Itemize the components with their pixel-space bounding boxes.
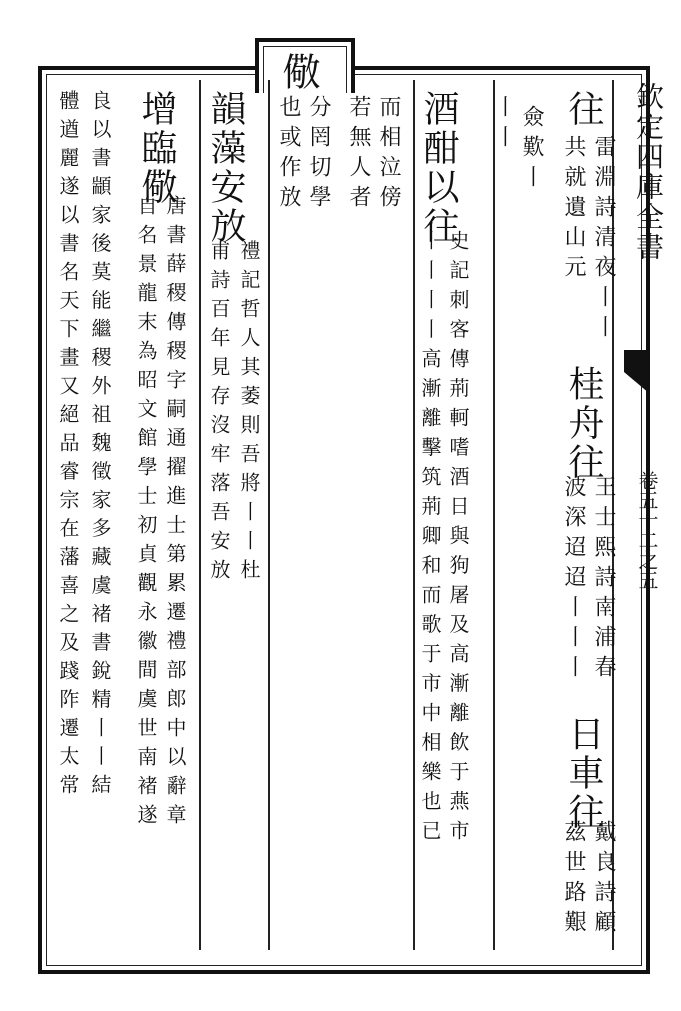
margin-book-title: 欽定四庫全書 xyxy=(632,82,665,262)
entry-note: 丨丨丨丨高漸離擊筑荊卿和而歌于市中相樂也已 xyxy=(418,230,442,850)
margin-volume: 卷五十二之五 xyxy=(635,470,659,590)
entry-note: 分罔切學 xyxy=(306,95,331,215)
entry-note: 雷淵詩清夜丨丨 xyxy=(591,135,616,345)
entry-note: 史記刺客傳荊軻嗜酒日與狗屠及高漸離飲于燕市 xyxy=(446,230,470,850)
entry-note: 良以書顓家後莫能繼稷外祖魏徵家多藏虞褚書銳精丨丨結 xyxy=(88,90,112,803)
entry-note: 甫詩百年見存沒牢落吾安放 xyxy=(207,240,231,588)
column-rule xyxy=(413,80,415,950)
entry-note: 茲世路艱 xyxy=(561,820,586,940)
heading-character: 儆 xyxy=(276,52,320,90)
entry-note: 若無人者 xyxy=(346,95,371,215)
entry-note: 僉歎丨 xyxy=(519,105,544,195)
entry-note: 戴良詩顧 xyxy=(591,820,616,940)
entry-note: 唐書薛稷傳稷字嗣通擢進士第累遷禮部郎中以辭章 xyxy=(163,195,187,833)
column-rule xyxy=(268,80,270,950)
column-rule xyxy=(493,80,495,950)
entry-note: 體遒麗遂以書名天下畫又絕品睿宗在藩喜之及踐阼遷太常 xyxy=(56,90,80,803)
entry-note: 禮記哲人其萎則吾將丨丨杜 xyxy=(237,240,261,588)
entry-note: 也或作放 xyxy=(276,95,301,215)
entry-note: 丨丨 xyxy=(491,95,516,155)
entry-note: 王士熙詩南浦春 xyxy=(591,475,616,685)
fish-tail-mark xyxy=(624,350,650,394)
entry-term: 日車往 xyxy=(563,715,604,832)
entry-term: 酒酣以往 xyxy=(418,90,459,246)
entry-note: 共就遺山元 xyxy=(561,135,586,285)
entry-term: 韻藻安放 xyxy=(205,90,246,246)
entry-note: 自名景龍末為昭文館學士初貞觀永徽間虞世南褚遂 xyxy=(134,195,158,833)
entry-term: 桂舟往 xyxy=(563,365,604,482)
entry-note: 波深迢迢丨丨丨 xyxy=(561,475,586,685)
entry-term: 往 xyxy=(563,90,604,129)
column-rule xyxy=(199,80,201,950)
entry-note: 而相泣傍 xyxy=(376,95,401,215)
entry-term: 增臨儆 xyxy=(136,90,177,207)
